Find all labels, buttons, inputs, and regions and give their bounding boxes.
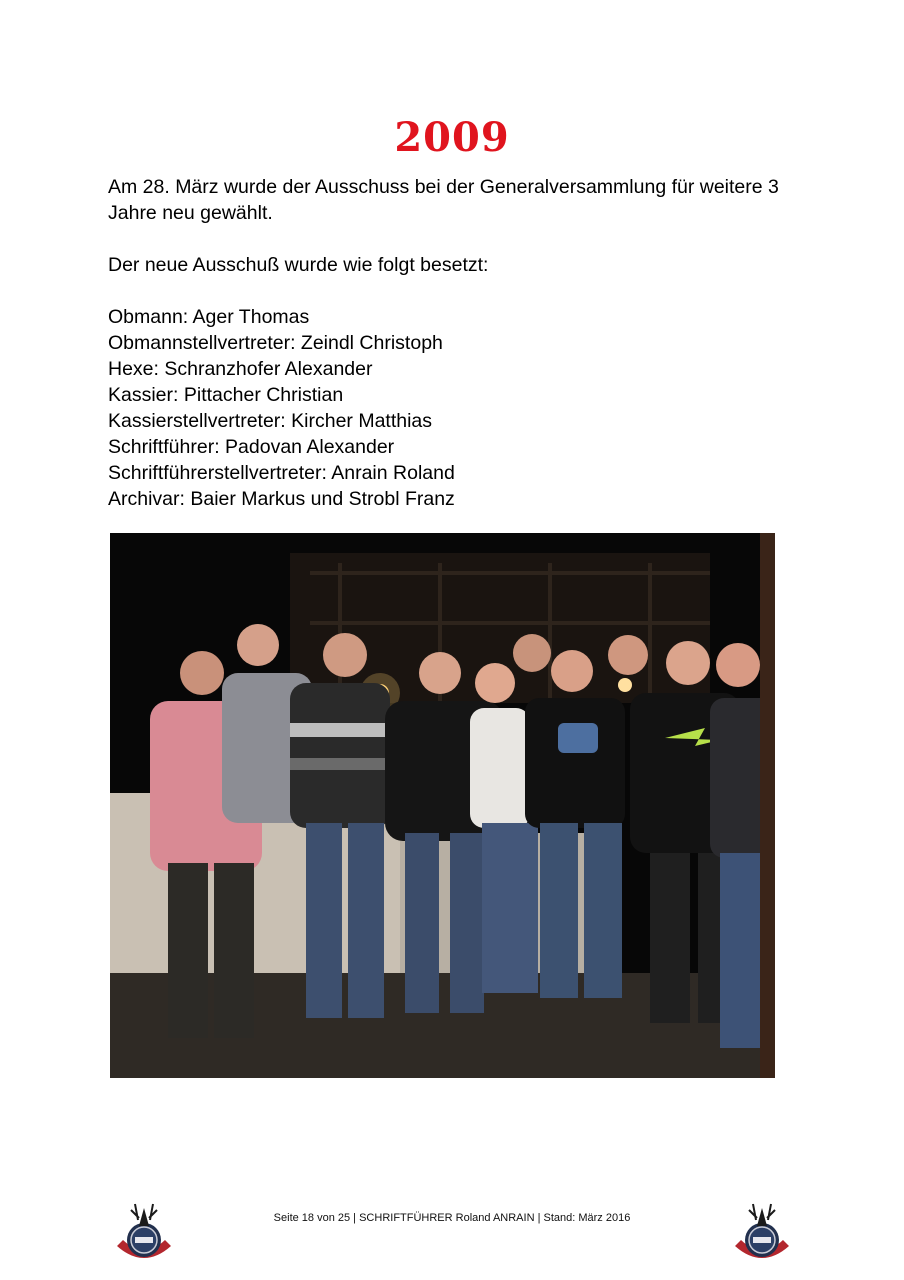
intro-text-line-2: Jahre neu gewählt. (108, 202, 273, 224)
committee-member-line: Obmann: Ager Thomas (108, 306, 310, 328)
intro-text-line-1: Am 28. März wurde der Ausschuss bei der Generalversammlung für weitere 3 (108, 176, 779, 198)
committee-member-line: Schriftführerstellvertreter: Anrain Roland (108, 462, 455, 484)
paragraph-gap (108, 226, 798, 252)
club-crest-icon (113, 1200, 175, 1266)
club-crest-logo-right (731, 1200, 793, 1266)
committee-member-line: Hexe: Schranzhofer Alexander (108, 358, 373, 380)
committee-intro-text: Der neue Ausschuß wurde wie folgt besetzt: (108, 254, 489, 276)
document-body (108, 174, 798, 512)
club-crest-icon (731, 1200, 793, 1266)
group-photo-illustration (110, 533, 775, 1078)
club-crest-logo-left (113, 1200, 175, 1266)
paragraph-gap (108, 278, 798, 304)
committee-member-line: Kassierstellvertreter: Kircher Matthias (108, 410, 433, 432)
group-photo (110, 533, 775, 1078)
committee-member-line: Archivar: Baier Markus und Strobl Franz (108, 488, 455, 510)
committee-member-line: Obmannstellvertreter: Zeindl Christoph (108, 332, 443, 354)
committee-member-line: Schriftführer: Padovan Alexander (108, 436, 395, 458)
page-footer: Seite 18 von 25 | SCHRIFTFÜHRER Roland ANRAIN | Stand: März 2016 (273, 1212, 631, 1224)
page-year-heading: 2009 (394, 114, 510, 161)
committee-member-line: Kassier: Pittacher Christian (108, 384, 344, 406)
